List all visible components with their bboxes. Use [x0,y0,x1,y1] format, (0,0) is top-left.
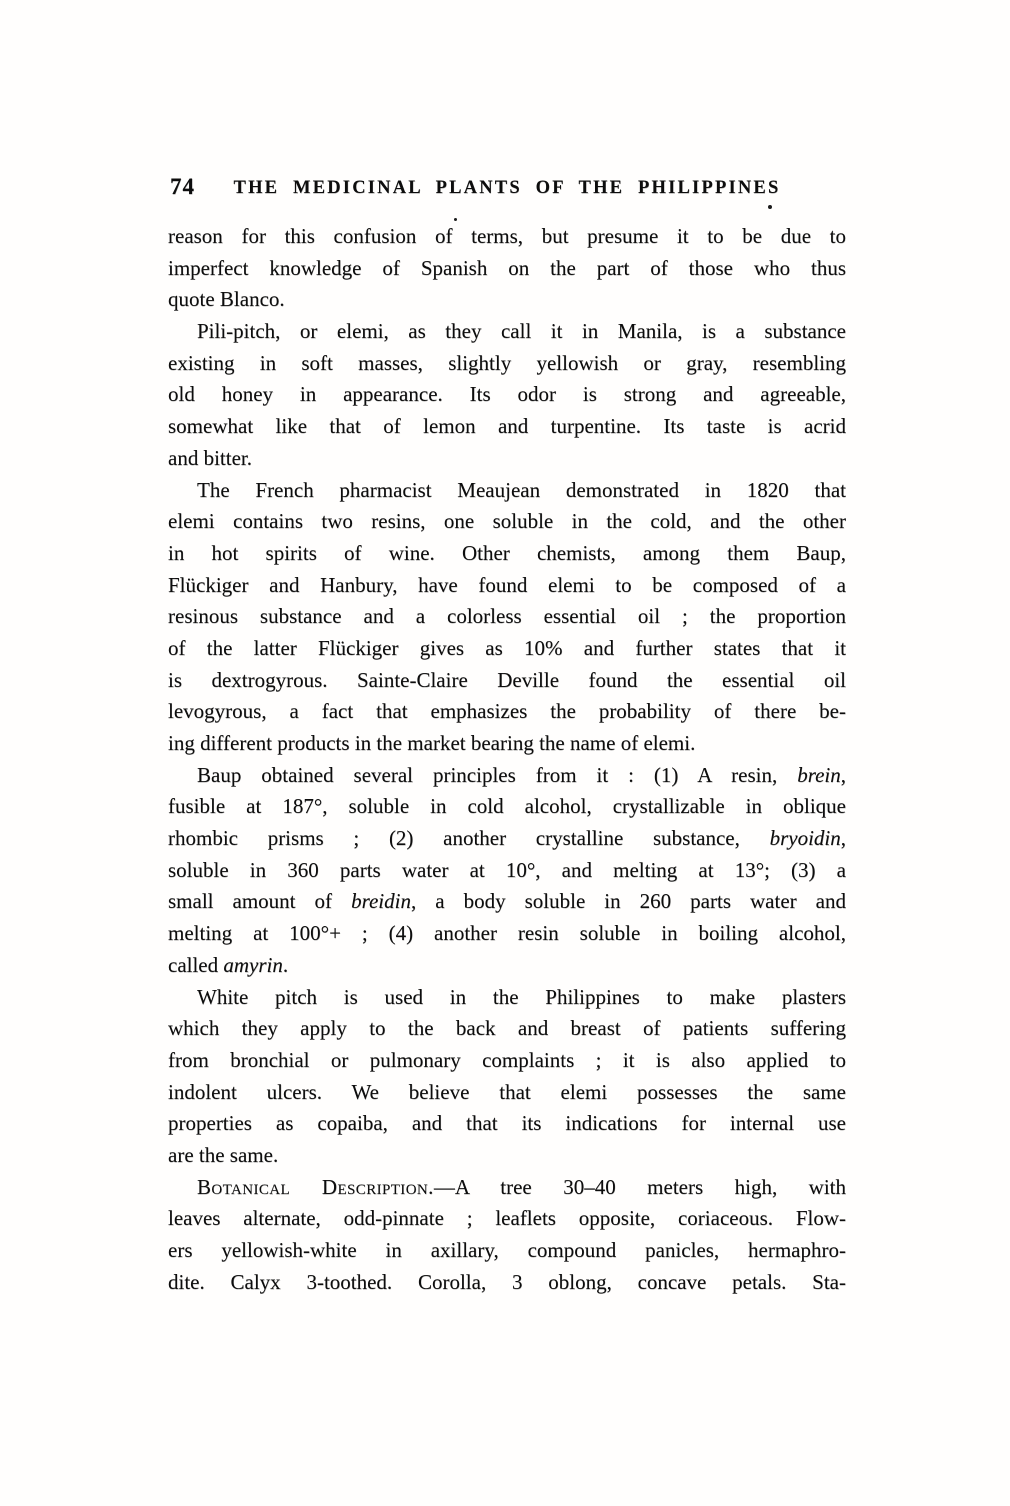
text-line [168,1267,846,1299]
text-segment: somewhat like that of lemon and turpentine. Its taste is acrid [168,414,846,439]
text-line [168,728,846,760]
text-line [168,696,846,728]
text-segment: resinous substance and a colorless essential oil ; the proportion [168,604,846,629]
text-line [168,1235,846,1267]
text-line [168,1108,846,1140]
running-title: THE MEDICINAL PLANTS OF THE PHILIPPINES [233,178,781,198]
text-line [168,1077,846,1109]
text-line [168,379,846,411]
text-segment: quote Blanco. [168,287,285,312]
text-segment: properties as copaiba, and that its indications for internal use [168,1111,846,1136]
text-segment: Flückiger and Hanbury, have found elemi to be composed of a [168,572,846,597]
text-line [168,538,846,570]
text-segment: The French pharmacist Meaujean demonstrated in 1820 that [197,477,846,502]
paragraph [168,760,846,982]
text-line [168,886,846,918]
paragraph [168,316,846,474]
text-line [168,1140,846,1172]
text-line [168,601,846,633]
text-segment: , a body soluble in 260 parts water and [410,889,846,914]
text-segment: existing in soft masses, slightly yellowish or gray, resembling [168,350,846,375]
small-caps-heading: Botanical Description. [197,1174,434,1199]
text-segment: —A tree 30–40 meters high, with [433,1174,846,1199]
page-number: 74 [170,174,195,199]
italic-term: bryoidin [769,826,841,851]
paragraph [168,475,846,760]
text-segment: leaves alternate, odd-pinnate ; leaflets opposite, coriaceous. Flow- [168,1206,846,1231]
text-line [168,284,846,316]
text-line [168,570,846,602]
paragraph [168,1172,846,1299]
text-line [168,665,846,697]
text-segment: is dextrogyrous. Sainte-Claire Deville found the essential oil [168,667,846,692]
text-segment: small amount of [168,889,352,914]
text-line [168,1172,846,1204]
text-segment: levogyrous, a fact that emphasizes the probability of there be- [168,699,846,724]
text-segment: ing different products in the market bearing the name of elemi. [168,731,696,755]
text-line [168,982,846,1014]
text-segment: fusible at 187°, soluble in cold alcohol, crystallizable in oblique [168,794,846,819]
text-line [168,348,846,380]
text-segment: in hot spirits of wine. Other chemists, among them Baup, [168,540,846,565]
text-segment: called [168,952,224,977]
text-line [168,950,846,982]
text-line [168,855,846,887]
text-line [168,253,846,285]
text-segment: , [840,826,846,851]
text-segment: which they apply to the back and breast of patients suffering [168,1016,846,1041]
text-segment: Baup obtained several principles from it : (1) A resin, [197,762,798,787]
paragraph [168,982,846,1172]
text-segment: of the latter Flückiger gives as 10% and further states that it [168,635,846,660]
text-line [168,823,846,855]
text-line [168,633,846,665]
text-line [168,1045,846,1077]
text-segment: indolent ulcers. We believe that elemi possesses the same [168,1079,846,1104]
text-line [168,443,846,475]
text-segment: are the same. [168,1142,279,1167]
italic-term: amyrin [223,952,283,977]
text-segment: old honey in appearance. Its odor is strong and agreeable, [168,382,846,407]
text-segment: . [282,952,289,977]
text-line [168,506,846,538]
text-line [168,411,846,443]
page-header [168,174,846,204]
paragraph [168,221,846,316]
text-line [168,316,846,348]
page-body [168,221,846,1298]
text-segment: reason for this confusion of terms, but presume it to be due to [168,224,846,248]
text-segment: rhombic prisms ; (2) another crystalline substance, [168,826,770,851]
italic-term: breidin [351,889,411,914]
text-line [168,1203,846,1235]
text-segment: imperfect knowledge of Spanish on the part of those who thus [168,255,846,280]
text-line [168,221,846,253]
text-segment: soluble in 360 parts water at 10°, and melting at 13°; (3) a [168,857,846,882]
text-segment: dite. Calyx 3-toothed. Corolla, 3 oblong, concave petals. Sta- [168,1269,846,1294]
text-line [168,760,846,792]
italic-term: brein [797,762,841,787]
text-line [168,475,846,507]
scan-speck [454,218,457,221]
text-line [168,1013,846,1045]
text-segment: from bronchial or pulmonary complaints ; it is also applied to [168,1047,846,1072]
text-segment: and bitter. [168,445,252,470]
text-segment: Pili-pitch, or elemi, as they call it in Manila, is a substance [197,319,846,344]
scan-speck [768,205,772,209]
text-segment: elemi contains two resins, one soluble in the cold, and the other [168,509,846,534]
text-line [168,918,846,950]
text-segment: melting at 100°+ ; (4) another resin soluble in boiling alcohol, [168,921,846,946]
text-line [168,791,846,823]
text-segment: , [840,762,846,787]
text-segment: ers yellowish-white in axillary, compound panicles, hermaphro- [168,1238,846,1262]
text-segment: White pitch is used in the Philippines to make plasters [197,984,846,1009]
